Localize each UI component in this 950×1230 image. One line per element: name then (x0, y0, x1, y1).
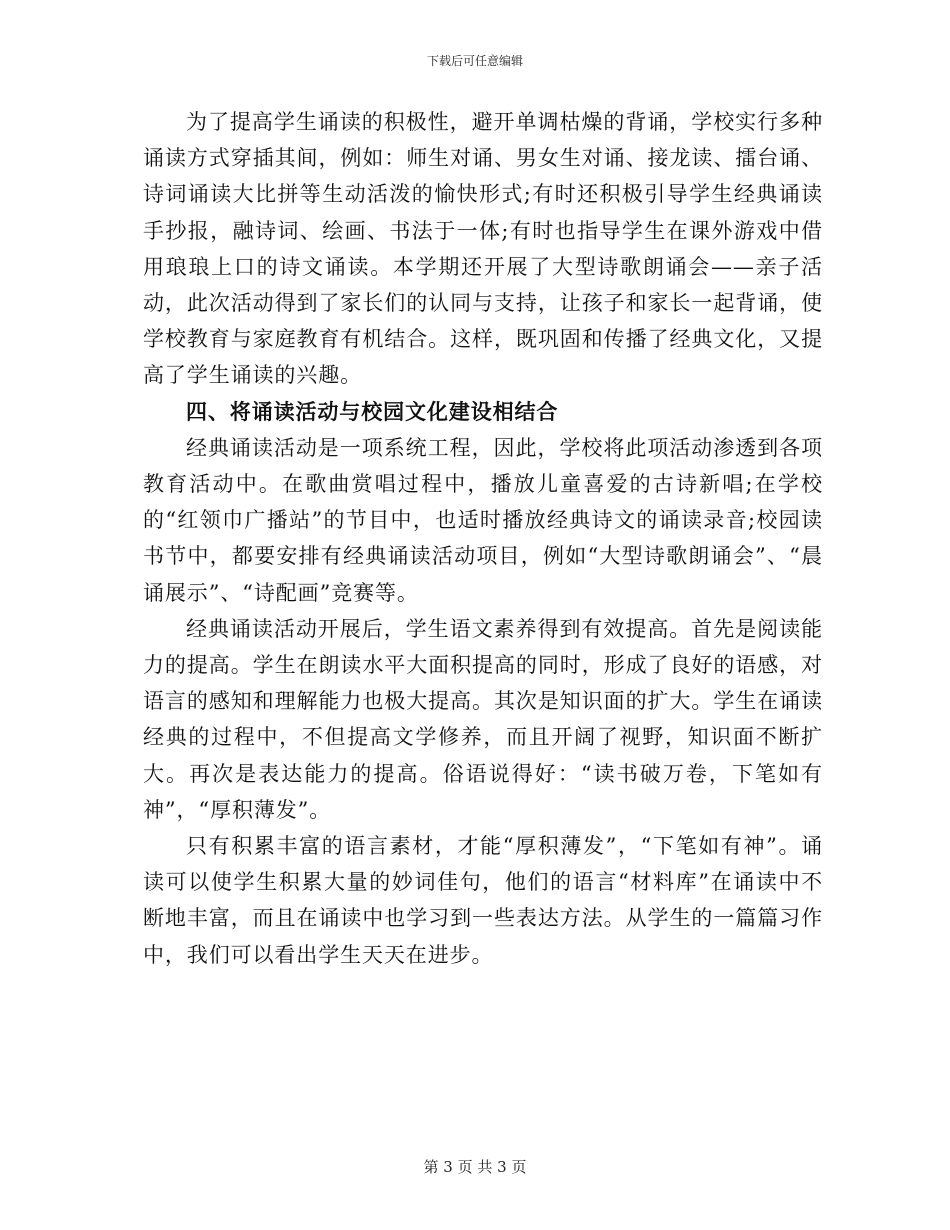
page-number: 第 3 页 共 3 页 (423, 1158, 527, 1176)
paragraph-recitation-methods: 为了提高学生诵读的积极性，避开单调枯燥的背诵，学校实行多种诵读方式穿插其间，例如：师生对诵、男女生对诵、接龙读、擂台诵、诗词诵读大比拼等生动活泼的愉快形式;有时还积极引导学生经典诵读手抄报，融诗词、绘画、书法于一体;有时也指导学生在课外游戏中借用琅琅上口的诗文诵读。本学期还开展了大型诗歌朗诵会——亲子活动，此次活动得到了家长们的认同与支持，让孩子和家长一起背诵，使学校教育与家庭教育有机结合。这样，既巩固和传播了经典文化，又提高了学生诵读的兴趣。 (143, 110, 823, 388)
section-heading-4: 四、将诵读活动与校园文化建设相结合 (186, 398, 559, 424)
document-body (143, 104, 823, 973)
paragraph-literacy-improvement: 经典诵读活动开展后，学生语文素养得到有效提高。首先是阅读能力的提高。学生在朗读水平大面积提高的同时，形成了良好的语感，对语言的感知和理解能力也极大提高。其次是知识面的扩大。学生在诵读经典的过程中，不但提高文学修养，而且开阔了视野，知识面不断扩大。再次是表达能力的提高。俗语说得好：“读书破万卷，下笔如有神”，“厚积薄发”。 (143, 616, 823, 822)
paragraph-campus-culture: 经典诵读活动是一项系统工程，因此，学校将此项活动渗透到各项教育活动中。在歌曲赏唱过程中，播放儿童喜爱的古诗新唱;在学校的“红领巾广播站”的节目中，也适时播放经典诗文的诵读录音;校园读书节中，都要安排有经典诵读活动项目，例如“大型诗歌朗诵会”、“晨诵展示”、“诗配画”竞赛等。 (143, 435, 823, 605)
paragraph-language-accumulation: 只有积累丰富的语言素材，才能“厚积薄发”，“下笔如有神”。诵读可以使学生积累大量的妙词佳句，他们的语言“材料库”在诵读中不断地丰富，而且在诵读中也学习到一些表达方法。从学生的一篇篇习作中，我们可以看出学生天天在进步。 (143, 834, 823, 967)
page-header: 下载后可任意编辑 (426, 54, 523, 68)
